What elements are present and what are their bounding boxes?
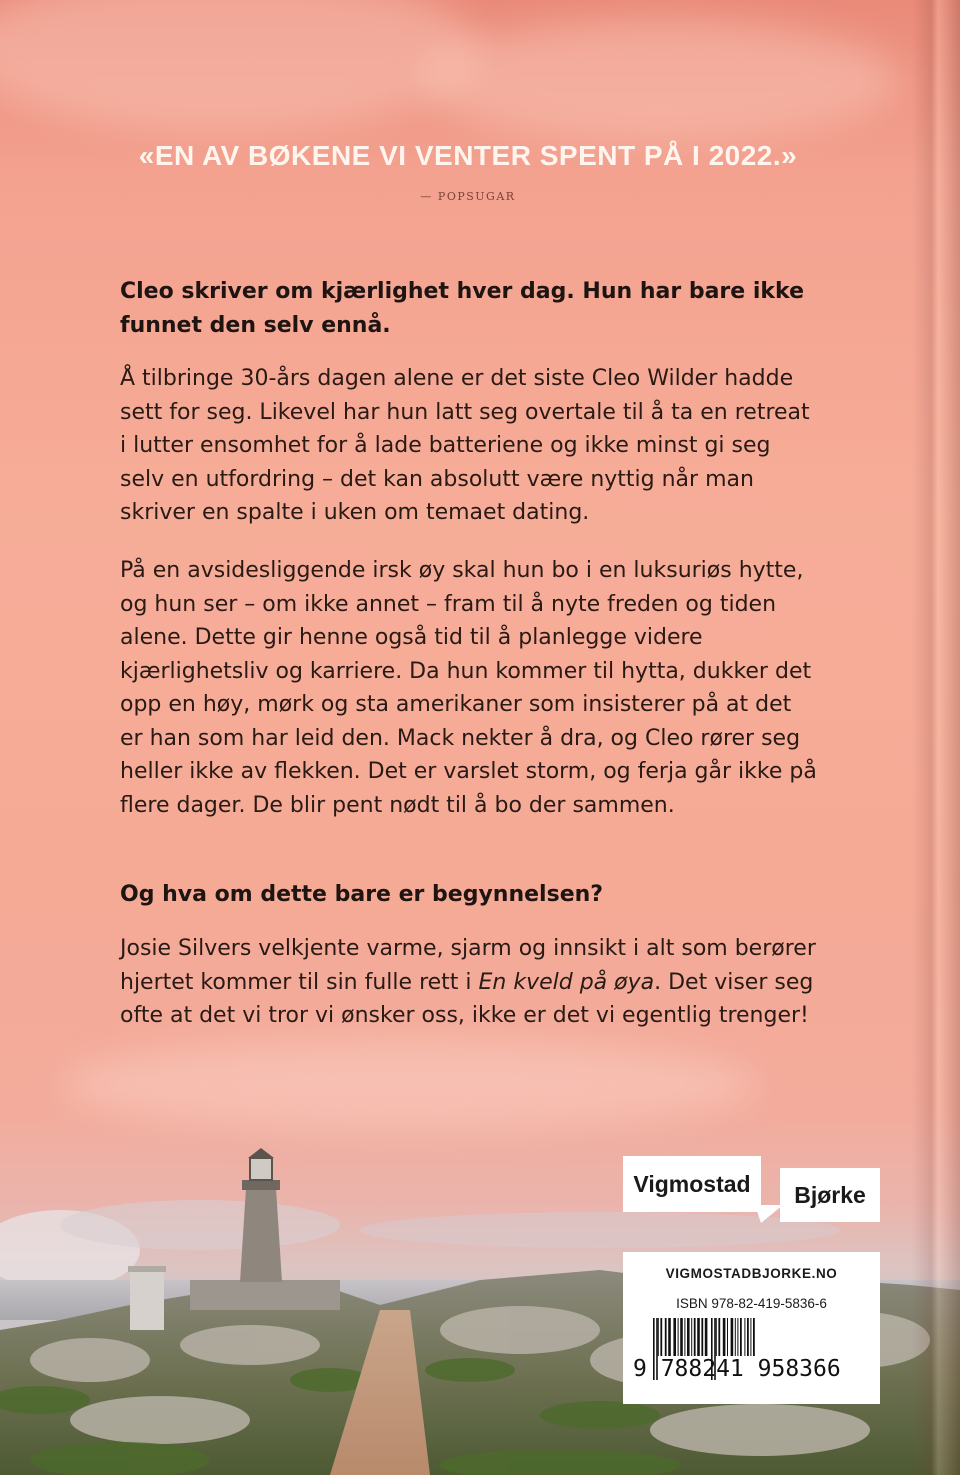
publisher-logo-bjorke: Bjørke bbox=[780, 1168, 880, 1222]
barcode-bar bbox=[747, 1318, 749, 1356]
sky-cloud bbox=[420, 20, 900, 140]
sky-cloud bbox=[0, 0, 480, 130]
publisher-logo-vigmostad: Vigmostad bbox=[623, 1156, 761, 1212]
barcode-bar bbox=[740, 1318, 742, 1356]
barcode-bar bbox=[673, 1318, 676, 1356]
barcode-panel bbox=[623, 1252, 880, 1404]
barcode-bar bbox=[737, 1318, 738, 1356]
barcode-bar bbox=[668, 1318, 671, 1356]
spine-edge bbox=[912, 0, 960, 1475]
barcode-bar bbox=[665, 1318, 667, 1356]
barcode-digits: 9 788241 958366 bbox=[633, 1356, 841, 1382]
barcode-bar bbox=[697, 1318, 700, 1356]
barcode-bar bbox=[687, 1318, 690, 1356]
publisher-website: VIGMOSTADBJORKE.NO bbox=[665, 1266, 838, 1281]
paragraph-3-text: Josie Silvers velkjente varme, sjarm og innsikt i alt som berører hjertet kommer til sin fulle rett i bbox=[120, 936, 816, 995]
barcode-bar bbox=[694, 1318, 696, 1356]
blurb-paragraph-3 bbox=[120, 932, 820, 1033]
logo-speech-tail bbox=[755, 1205, 785, 1225]
headline: Cleo skriver om kjærlighet hver dag. Hun har bare ikke funnet den selv ennå. bbox=[120, 279, 804, 338]
barcode-bar bbox=[735, 1318, 736, 1356]
barcode-bar bbox=[727, 1318, 728, 1356]
book-title: En kveld på øya bbox=[478, 969, 655, 995]
isbn-number: ISBN 978-82-419-5836-6 bbox=[676, 1296, 827, 1311]
paragraph-3-text-end: . Det viser seg ofte at det vi tror vi ønsker oss, ikke er det vi egentlig trenger! bbox=[120, 969, 814, 1028]
barcode-bar bbox=[731, 1318, 734, 1356]
barcode-bar bbox=[691, 1318, 692, 1356]
barcode-bar bbox=[680, 1318, 683, 1356]
blurb-paragraph-1: Å tilbringe 30-års dagen alene er det siste Cleo Wilder hadde sett for seg. Likevel har hun latt seg overtale til å ta en retreat i lutter ensomhet for å lade batteriene og ikke minst gi seg selv en utfordring – det kan absolutt være nyttig når man skriver en spalte i uken om temaet dating. bbox=[120, 366, 810, 525]
barcode-bar bbox=[684, 1318, 685, 1356]
subheadline: Og hva om dette bare er begynnelsen? bbox=[120, 882, 604, 907]
barcode-bar bbox=[660, 1318, 662, 1356]
barcode-bar bbox=[701, 1318, 703, 1356]
barcode-bar bbox=[718, 1318, 720, 1356]
barcode-bar bbox=[678, 1318, 679, 1356]
barcode-bar bbox=[750, 1318, 751, 1356]
barcode-bar bbox=[658, 1318, 659, 1356]
barcode-bar bbox=[753, 1318, 755, 1356]
small-tower bbox=[128, 1266, 166, 1330]
quote-source: — POPSUGAR bbox=[420, 190, 516, 203]
barcode-bar bbox=[723, 1318, 726, 1356]
sky-cloud bbox=[60, 1040, 760, 1130]
blurb-paragraph-2: På en avsidesliggende irsk øy skal hun bo i en luksuriøs hytte, og hun ser – om ikke annet – fram til å nyte freden og tiden alene. Dette gir henne også tid til å planlegge videre kjærlighetsliv og karriere. Da hun kommer til hytta, dukker det opp en høy, mørk og sta amerikaner som insisterer på at det er han som har leid den. Mack nekter å dra, og Cleo rører seg heller ikke av flekken. Det er varslet storm, og ferja går ikke på flere dager. De blir pent nødt til å bo der sammen. bbox=[120, 558, 817, 818]
barcode-bar bbox=[744, 1318, 745, 1356]
barcode-bar bbox=[716, 1318, 717, 1356]
review-quote: «EN AV BØKENE VI VENTER SPENT PÅ I 2022.» bbox=[138, 140, 798, 171]
barcode-bar bbox=[705, 1318, 708, 1356]
